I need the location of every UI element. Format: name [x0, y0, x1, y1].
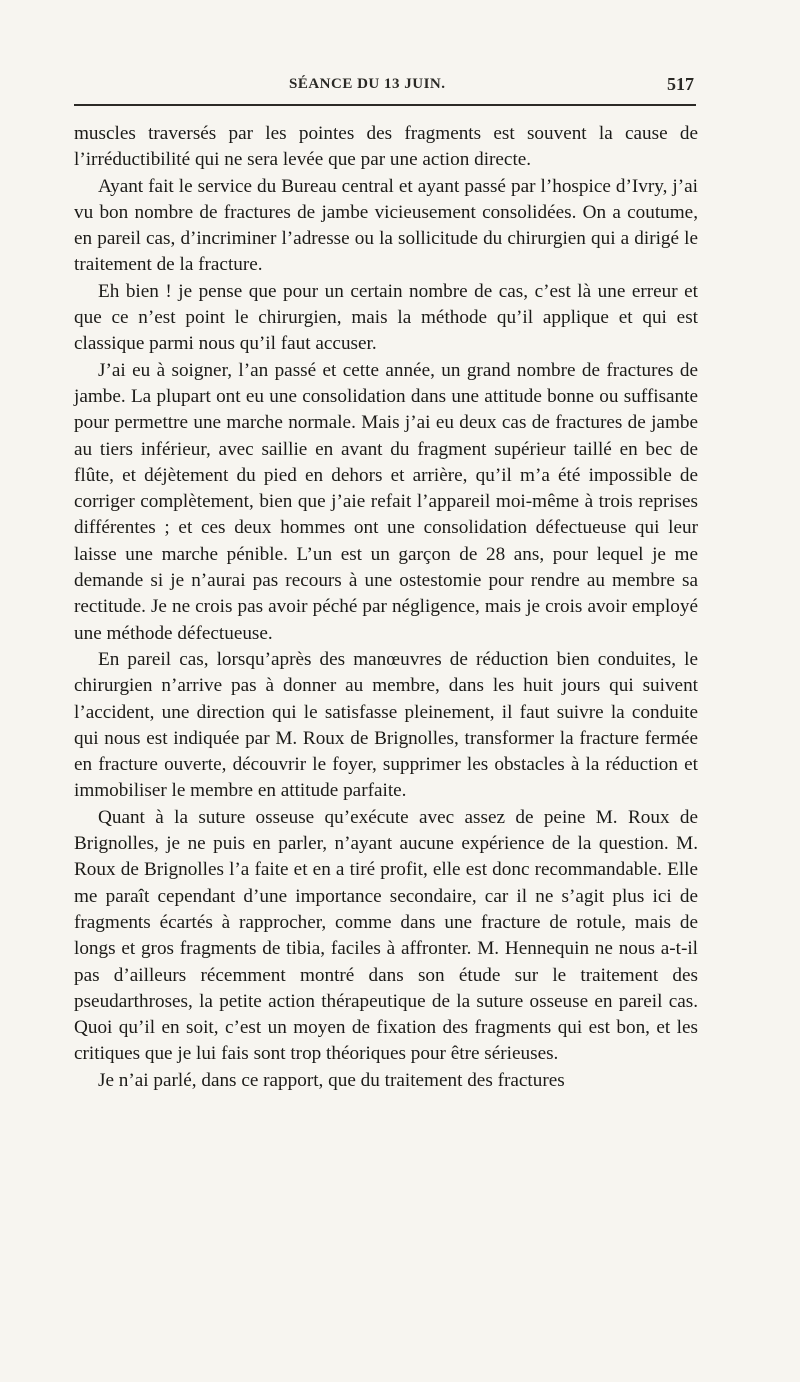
paragraph: Eh bien ! je pense que pour un certain nombre de cas, c’est là une erreur et que ce n’est point le chirurgien, mais la méthode qu’il applique et qui est classique parmi nous qu’il faut accuser. — [74, 280, 698, 355]
paragraph: En pareil cas, lorsqu’après des manœuvres de réduction bien conduites, le chirurgien n’arrive pas à donner au membre, dans les huit jours qui suivent l’accident, une direction qui le satisfasse pleinement, il faut suivre la conduite qui nous est indiquée par M. Roux de Brignolles, transformer la fracture fermée en fracture ouverte, découvrir le foyer, supprimer les obstacles à la réduction et immobiliser le membre en attitude parfaite. — [74, 648, 698, 802]
header-rule — [74, 104, 696, 106]
page-header — [74, 74, 696, 98]
paragraph: Ayant fait le service du Bureau central et ayant passé par l’hospice d’Ivry, j’ai vu bon nombre de fractures de jambe vicieusement consolidées. On a coutume, en pareil cas, d’incriminer l’adresse ou la sollicitude du chirurgien qui a dirigé le traitement de la fracture. — [74, 175, 698, 276]
running-head: SÉANCE DU 13 JUIN. — [289, 76, 446, 92]
paragraph-continued: muscles traversés par les pointes des fragments est souvent la cause de l’irréductibilité qui ne sera levée que par une action directe. — [74, 123, 698, 171]
body-text — [74, 121, 698, 1094]
paragraph-last: Je n’ai parlé, dans ce rapport, que du traitement des fractures — [98, 1069, 565, 1091]
paragraph: J’ai eu à soigner, l’an passé et cette année, un grand nombre de fractures de jambe. La plupart ont eu une consolidation dans une attitude bonne ou suffisante pour permettre une marche normale. Mais j’ai eu deux cas de fractures de jambe au tiers inférieur, avec saillie en avant du fragment supérieur taillé en bec de flûte, et déjètement du pied en dehors et arrière, qu’il m’a été impossible de corriger complètement, bien que j’aie refait l’appareil moi-même à trois reprises différentes ; et ces deux hommes ont une consolidation défectueuse qui leur laisse une marche pénible. L’un est un garçon de 28 ans, pour lequel je me demande si je n’aurai pas recours à une ostestomie pour rendre au membre sa rectitude. Je ne crois pas avoir péché par négligence, mais je crois avoir employé une méthode défectueuse. — [74, 359, 698, 644]
paragraph: Quant à la suture osseuse qu’exécute avec assez de peine M. Roux de Brignolles, je ne puis en parler, n’ayant aucune expérience de la question. M. Roux de Brignolles l’a faite et en a tiré profit, elle est donc recommandable. Elle me paraît cependant d’une importance secondaire, car il ne s’agit plus ici de fragments écartés à rapprocher, comme dans une fracture de rotule, mais de longs et gros fragments de tibia, faciles à affronter. M. Hennequin ne nous a-t-il pas d’ailleurs récemment montré dans son étude sur le traitement des pseudarthroses, la petite action thérapeutique de la suture osseuse en pareil cas. Quoi qu’il en soit, c’est un moyen de fixation des fragments qui est bon, et les critiques que je lui fais sont trop théoriques pour être sérieuses. — [74, 806, 698, 1065]
page-number: 517 — [667, 74, 694, 94]
